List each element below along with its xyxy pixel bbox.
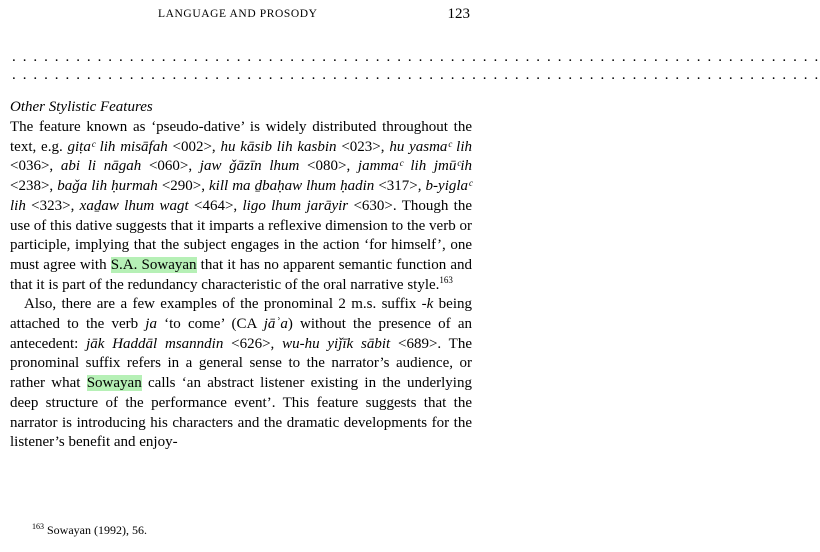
example-phrase: wu-hu yiǰīk sābit [282, 335, 391, 352]
example-phrase: hu kāsib lih kasbin [220, 138, 337, 155]
footnote [32, 523, 147, 538]
book-page [8, 0, 820, 552]
example-phrase: jāʾa [263, 316, 288, 333]
example-phrase: jammaᶜ lih jmūᶜih [357, 158, 472, 175]
text-run: ‘to come’ (CA [156, 316, 264, 333]
line-reference: <002>, [167, 138, 221, 155]
example-phrase: -k [421, 296, 434, 313]
text-run: calls ‘an abstract listener existing in the underlying deep structure of the performance event’. This feature suggests that the narrator is introducing his characters and the dramatic developments for the listener’s benefit and enjoy- [10, 375, 472, 451]
text-run: . The pronominal suffix refers in a general sense to the narrator’s audience, or rather what [10, 335, 472, 392]
line-reference: <689> [390, 335, 438, 352]
paragraph-pronominal-suffix [10, 295, 472, 453]
text-run: . Though the use of this dative suggests that it imparts a reflexive dimension to the verb or participle, implying that the subject engages in the action ‘for himself’, one must agree with [10, 197, 473, 273]
line-reference: <036>, [10, 158, 61, 175]
ellipsis-line-1: . . . . . . . . . . . . . . . . . . . . . . . . . . . . . . . . . . . . . . . . . . . . . . . . . . . . . . . . . . . . . . . . . . . . . . . . . . . . [12, 49, 820, 65]
text-run: that it has no apparent semantic function and that it is part of the redundancy characteristic of the oral narrative style. [10, 256, 473, 293]
running-title: LANGUAGE AND PROSODY [158, 8, 318, 20]
example-phrase: jāk Haddāl msanndin [86, 335, 224, 352]
footnote-number: 163 [32, 522, 44, 531]
line-reference: <317>, [374, 178, 426, 195]
text-run: ) without the presence of an antecedent: [10, 316, 472, 352]
ellipsis-line-2: . . . . . . . . . . . . . . . . . . . . . . . . . . . . . . . . . . . . . . . . . . . . . . . . . . . . . . . . . . . . . . . . . . . . . . . . . . . . [12, 67, 820, 83]
example-phrase: ja [145, 316, 157, 333]
text-run: The feature known as ‘pseudo-dative’ is widely distributed throughout the text, e.g. [10, 119, 472, 155]
example-phrase: ligo lhum jarāyir [242, 197, 349, 214]
example-phrase: giṭaᶜ lih misāfah [67, 138, 168, 155]
example-phrase: abi li nāgah [60, 158, 142, 175]
example-phrase: xaḏaw lhum wagt [79, 197, 189, 214]
example-phrase: hu yasmaᶜ lih [389, 138, 473, 155]
line-reference: <630> [348, 197, 393, 214]
line-reference: <060>, [141, 158, 200, 175]
highlighted-author-name: S.A. Sowayan [110, 256, 197, 273]
line-reference: <464>, [188, 197, 243, 214]
line-reference: <323>, [25, 197, 80, 214]
paragraph-pseudo-dative [10, 118, 472, 295]
example-phrase: baǧa lih ḥurmah [57, 178, 158, 195]
example-phrase: kill ma ḏbaḥaw lhum ḥadin [209, 178, 375, 195]
line-reference: <626>, [223, 335, 283, 352]
line-reference: <290>, [157, 178, 210, 195]
footnote-reference[interactable]: 163 [439, 274, 453, 285]
line-reference: <238>, [10, 178, 58, 195]
line-reference: <080>, [299, 158, 358, 175]
example-phrase: b-yiglaᶜ lih [10, 178, 472, 214]
footnote-text: Sowayan (1992), 56. [44, 523, 147, 537]
line-reference: <023>, [336, 138, 390, 155]
example-phrase: jaw ǧāzīn lhum [199, 158, 300, 175]
body-text [10, 118, 472, 453]
text-run: Also, there are a few examples of the pronominal 2 m.s. suffix [24, 296, 422, 313]
section-heading: Other Stylistic Features [10, 99, 153, 115]
running-header [8, 6, 472, 24]
page-number: 123 [447, 6, 470, 22]
highlighted-author-name: Sowayan [86, 375, 142, 392]
text-run: being attached to the verb [10, 296, 472, 333]
